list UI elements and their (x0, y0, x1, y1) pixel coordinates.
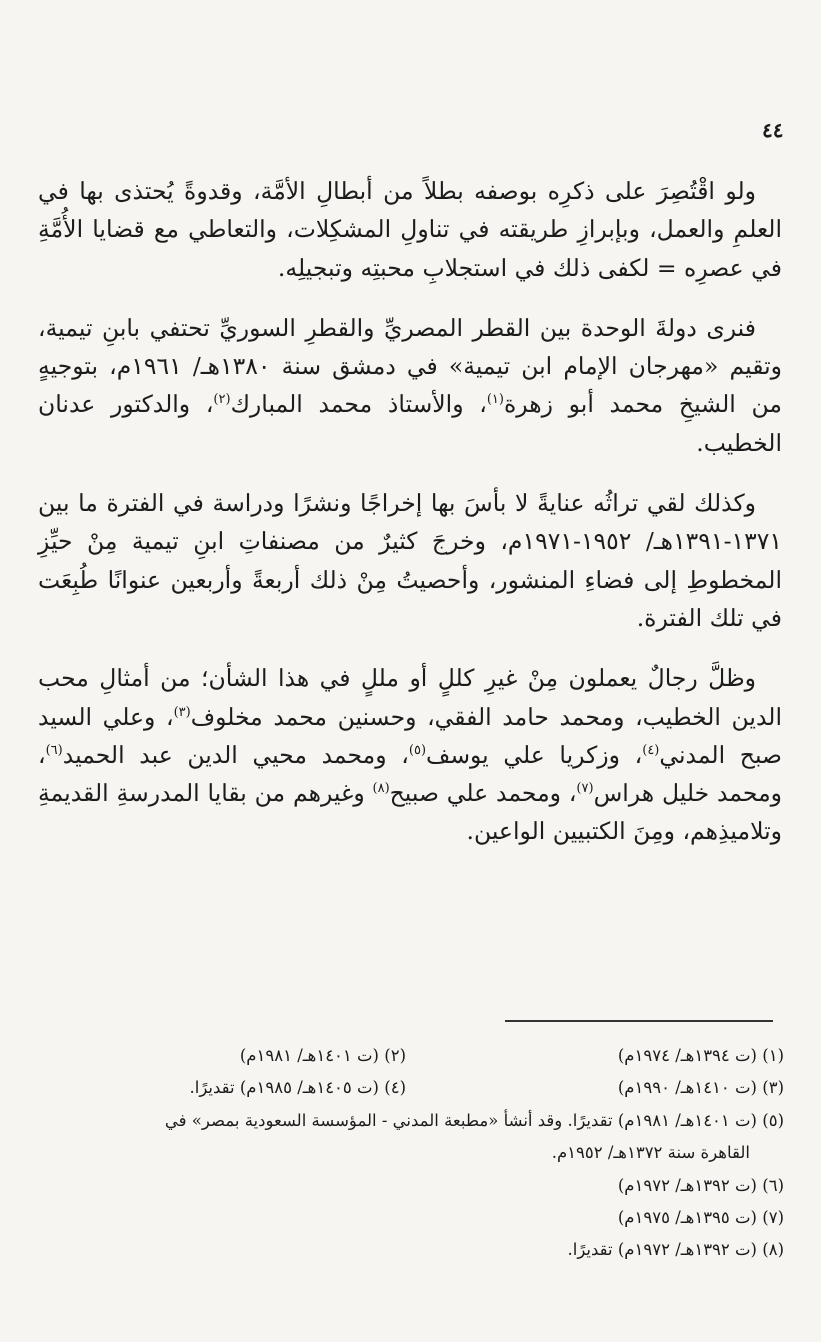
footnote-5-continuation: القاهرة سنة ١٣٧٢هـ/ ١٩٥٢م. (551, 1143, 750, 1163)
paragraph (38, 484, 782, 637)
footnote-row (28, 1040, 784, 1072)
footnote-reference: (٥) (408, 743, 427, 759)
footnote-8: (٨) (ت ١٣٩٢هـ/ ١٩٧٢م) تقديرًا. (567, 1240, 784, 1260)
footnote-reference: (٨) (372, 781, 390, 797)
footnote-row (28, 1072, 784, 1104)
footnote-4: (٤) (ت ١٤٠٥هـ/ ١٩٨٥م) تقديرًا. (189, 1078, 406, 1098)
footnote-reference: (٦) (45, 743, 63, 759)
paragraph (38, 659, 782, 850)
footnote-row (28, 1170, 784, 1202)
footnote-reference: (١) (486, 392, 504, 408)
footnote-row (28, 1137, 784, 1169)
paragraph-text: فنرى دولةَ الوحدة بين القطر المصريِّ والقطرِ السوريِّ تحتفي بابنِ تيمية، وتقيم «مهرجان الإمام ابن تيمية» في دمشق سنة ١٣٨٠هـ/ ١٩٦١م، بتوجيهٍ من الشيخِ محمد أبو زهرة (38, 313, 782, 419)
footnotes (28, 1040, 784, 1267)
footnote-divider (505, 1020, 773, 1022)
footnote-7: (٧) (ت ١٣٩٥هـ/ ١٩٧٥م) (617, 1208, 784, 1228)
paragraph-text: وكذلك لقي تراثُه عنايةً لا بأسَ بها إخراجًا ونشرًا ودراسة في الفترة ما بين ١٣٧١-١٣٩١هـ/ ١٩٥٢-١٩٧١م، وخرجَ كثيرٌ من مصنفاتِ ابنِ تيمية مِنْ حيِّزِ المخطوطِ إلى فضاءِ المنشور، وأحصيتُ مِنْ ذلك أربعةً وأربعين عنوانًا طُبِعَت في تلك الفترة. (38, 489, 783, 632)
paragraph-text: ، وعلي السيد صبح المدني (38, 702, 782, 769)
paragraph-text: ، ومحمد علي صبيح (389, 779, 577, 808)
page-number: ٤٤ (762, 118, 784, 142)
footnote-row (28, 1202, 784, 1234)
paragraph-text: ، والدكتور عدنان الخطيب. (38, 390, 782, 457)
footnote-reference: (٧) (576, 781, 594, 797)
footnote-6: (٦) (ت ١٣٩٢هـ/ ١٩٧٢م) (617, 1175, 784, 1195)
footnote-row (28, 1234, 784, 1266)
paragraph-text: ، وزكريا علي يوسف (426, 740, 643, 769)
main-text (38, 172, 782, 873)
paragraph (38, 172, 782, 287)
footnote-reference: (٢) (213, 392, 231, 408)
footnote-row (28, 1105, 784, 1137)
paragraph-text: وغيرهم من بقايا المدرسةِ القديمةِ وتلاميذِهم، ومِنَ الكتبيين الواعين. (38, 779, 782, 846)
footnote-1: (١) (ت ١٣٩٤هـ/ ١٩٧٤م) (617, 1046, 784, 1065)
paragraph-text: ، ومحمد خليل هراس (38, 740, 783, 808)
paragraph (38, 309, 782, 462)
footnote-5: (٥) (ت ١٤٠١هـ/ ١٩٨١م) تقديرًا. وقد أنشأ «مطبعة المدني - المؤسسة السعودية بمصر» في (164, 1110, 784, 1130)
paragraph-text: ، ومحمد محيي الدين عبد الحميد (62, 740, 409, 769)
footnote-3: (٣) (ت ١٤١٠هـ/ ١٩٩٠م) (617, 1078, 784, 1098)
footnote-2: (٢) (ت ١٤٠١هـ/ ١٩٨١م) (239, 1046, 406, 1065)
paragraph-text: وظلَّ رجالٌ يعملون مِنْ غيرِ كللٍ أو مللٍ في هذا الشأن؛ من أمثالِ محب الدين الخطيب، ومحمد حامد الفقي، وحسنين محمد مخلوف (38, 664, 782, 731)
footnote-reference: (٣) (173, 704, 191, 720)
footnote-reference: (٤) (642, 743, 660, 759)
paragraph-text: ولو اقْتُصِرَ على ذكرِه بوصفه بطلاً من أبطالِ الأمَّة، وقدوةً يُحتذى بها في العلمِ والعمل، وبإبرازِ طريقته في تناولِ المشكِلات، والتعاطي مع قضايا الأُمَّةِ في عصرِه = لكفى ذلك في استجلابِ محبتِه وتبجيلِه. (38, 177, 782, 282)
paragraph-text: ، والأستاذ محمد المبارك (230, 390, 487, 419)
